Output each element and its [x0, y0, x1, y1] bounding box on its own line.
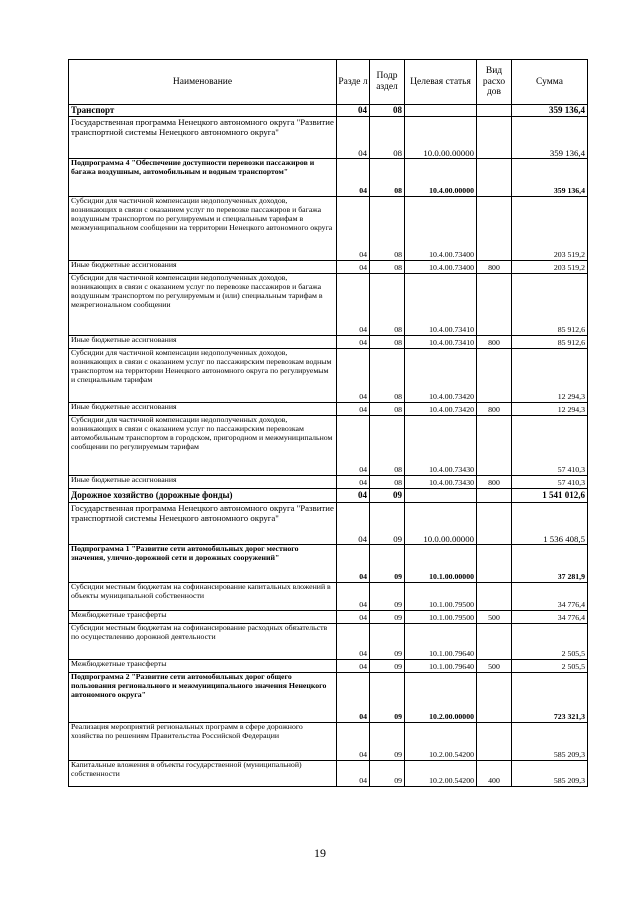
- row-expense-type: 800: [477, 476, 512, 489]
- table-row: [69, 197, 588, 261]
- row-expense-type: [477, 545, 512, 583]
- header-section: Разде л: [337, 60, 370, 105]
- row-section: 04: [337, 624, 370, 660]
- row-sum: 203 519,2: [512, 261, 588, 274]
- table-row: [69, 159, 588, 197]
- table-row: [69, 476, 588, 489]
- table-row: [69, 673, 588, 723]
- row-expense-type: [477, 349, 512, 403]
- row-expense-type: [477, 105, 512, 117]
- header-name: Наименование: [69, 60, 337, 105]
- row-sum: 359 136,4: [512, 159, 588, 197]
- table-row: [69, 489, 588, 503]
- row-expense-type: [477, 197, 512, 261]
- row-expense-type: [477, 416, 512, 476]
- table-row: [69, 611, 588, 624]
- table-row: [69, 403, 588, 416]
- table-row: [69, 723, 588, 761]
- table-row: [69, 583, 588, 611]
- row-target: [405, 489, 477, 503]
- row-subsection: 08: [370, 336, 405, 349]
- row-target: 10.4.00.73420: [405, 403, 477, 416]
- row-name: Подпрограмма 4 "Обеспечение доступности перевозки пассажиров и багажа воздушным, автомобильным и водным транспортом": [69, 159, 337, 197]
- row-subsection: 08: [370, 349, 405, 403]
- row-target: 10.4.00.73420: [405, 349, 477, 403]
- row-subsection: 09: [370, 624, 405, 660]
- row-section: 04: [337, 476, 370, 489]
- row-subsection: 08: [370, 403, 405, 416]
- row-section: 04: [337, 545, 370, 583]
- row-target: 10.4.00.73400: [405, 261, 477, 274]
- row-subsection: 08: [370, 476, 405, 489]
- row-subsection: 09: [370, 761, 405, 787]
- row-subsection: 08: [370, 197, 405, 261]
- row-expense-type: [477, 673, 512, 723]
- row-name: Субсидии для частичной компенсации недополученных доходов, возникающих в связи с оказанием услуг по перевозке пассажиров и багажа воздушным транспортом по регулируемым и (или) специальным тарифам в межрегиональном сообщении: [69, 274, 337, 336]
- row-section: 04: [337, 660, 370, 673]
- row-target: 10.2.00.00000: [405, 673, 477, 723]
- table-row: [69, 105, 588, 117]
- row-section: 04: [337, 489, 370, 503]
- row-sum: 57 410,3: [512, 416, 588, 476]
- row-target: 10.1.00.79640: [405, 660, 477, 673]
- row-expense-type: 500: [477, 660, 512, 673]
- row-target: 10.2.00.54200: [405, 723, 477, 761]
- row-subsection: 09: [370, 503, 405, 545]
- row-expense-type: [477, 583, 512, 611]
- row-target: 10.4.00.73430: [405, 476, 477, 489]
- row-sum: 359 136,4: [512, 105, 588, 117]
- header-target: Целевая статья: [405, 60, 477, 105]
- row-sum: 85 912,6: [512, 274, 588, 336]
- row-sum: 723 321,3: [512, 673, 588, 723]
- row-target: 10.1.00.00000: [405, 545, 477, 583]
- row-expense-type: [477, 503, 512, 545]
- row-section: 04: [337, 349, 370, 403]
- row-subsection: 09: [370, 673, 405, 723]
- row-name: Дорожное хозяйство (дорожные фонды): [69, 489, 337, 503]
- row-name: Межбюджетные трансферты: [69, 660, 337, 673]
- row-expense-type: [477, 159, 512, 197]
- row-target: 10.4.00.00000: [405, 159, 477, 197]
- row-subsection: 09: [370, 723, 405, 761]
- row-target: 10.4.00.73430: [405, 416, 477, 476]
- row-name: Иные бюджетные ассигнования: [69, 476, 337, 489]
- table-row: [69, 349, 588, 403]
- row-sum: 359 136,4: [512, 117, 588, 159]
- row-sum: 1 536 408,5: [512, 503, 588, 545]
- row-name: Субсидии местным бюджетам на софинансирование расходных обязательств по осуществлению дорожной деятельности: [69, 624, 337, 660]
- row-name: Межбюджетные трансферты: [69, 611, 337, 624]
- row-subsection: 08: [370, 416, 405, 476]
- row-target: 10.4.00.73400: [405, 197, 477, 261]
- header-expense-type: Вид расхо дов: [477, 60, 512, 105]
- row-target: 10.1.00.79500: [405, 611, 477, 624]
- table-row: [69, 117, 588, 159]
- row-sum: 12 294,3: [512, 403, 588, 416]
- row-target: 10.0.00.00000: [405, 503, 477, 545]
- table-row: [69, 274, 588, 336]
- row-target: 10.1.00.79500: [405, 583, 477, 611]
- row-name: Государственная программа Ненецкого автономного округа "Развитие транспортной системы Ненецкого автономного округа": [69, 503, 337, 545]
- row-section: 04: [337, 503, 370, 545]
- row-sum: 37 281,9: [512, 545, 588, 583]
- row-subsection: 08: [370, 261, 405, 274]
- budget-table: [68, 59, 588, 787]
- row-name: Иные бюджетные ассигнования: [69, 403, 337, 416]
- row-subsection: 08: [370, 117, 405, 159]
- row-name: Транспорт: [69, 105, 337, 117]
- row-name: Субсидии местным бюджетам на софинансирование капитальных вложений в объекты муниципальной собственности: [69, 583, 337, 611]
- row-target: 10.0.00.00000: [405, 117, 477, 159]
- table-header-row: [69, 60, 588, 105]
- header-subsection: Подр аздел: [370, 60, 405, 105]
- row-expense-type: [477, 723, 512, 761]
- row-subsection: 09: [370, 660, 405, 673]
- row-subsection: 09: [370, 545, 405, 583]
- row-sum: 57 410,3: [512, 476, 588, 489]
- row-expense-type: 800: [477, 336, 512, 349]
- row-name: Капитальные вложения в объекты государственной (муниципальной) собственности: [69, 761, 337, 787]
- row-target: [405, 105, 477, 117]
- table-row: [69, 660, 588, 673]
- row-name: Государственная программа Ненецкого автономного округа "Развитие транспортной системы Ненецкого автономного округа": [69, 117, 337, 159]
- row-subsection: 08: [370, 159, 405, 197]
- table-row: [69, 416, 588, 476]
- row-name: Подпрограмма 2 "Развитие сети автомобильных дорог общего пользования регионального и межмуниципального значения Ненецкого автономного округа": [69, 673, 337, 723]
- row-name: Субсидии для частичной компенсации недополученных доходов, возникающих в связи с оказанием услуг по перевозке пассажиров и багажа воздушным транспортом по регулируемым и специальным тарифам в межмуниципальном сообщении на территории Ненецкого автономного округа: [69, 197, 337, 261]
- row-expense-type: [477, 117, 512, 159]
- row-section: 04: [337, 673, 370, 723]
- row-section: 04: [337, 261, 370, 274]
- row-sum: 203 519,2: [512, 197, 588, 261]
- row-expense-type: 800: [477, 261, 512, 274]
- row-subsection: 09: [370, 611, 405, 624]
- row-name: Иные бюджетные ассигнования: [69, 336, 337, 349]
- table-row: [69, 336, 588, 349]
- row-sum: 2 505,5: [512, 660, 588, 673]
- row-expense-type: 400: [477, 761, 512, 787]
- table-row: [69, 503, 588, 545]
- row-section: 04: [337, 274, 370, 336]
- row-expense-type: 500: [477, 611, 512, 624]
- row-sum: 1 541 012,6: [512, 489, 588, 503]
- row-subsection: 09: [370, 583, 405, 611]
- row-subsection: 09: [370, 489, 405, 503]
- row-expense-type: 800: [477, 403, 512, 416]
- row-target: 10.1.00.79640: [405, 624, 477, 660]
- row-target: 10.4.00.73410: [405, 336, 477, 349]
- row-expense-type: [477, 274, 512, 336]
- row-section: 04: [337, 197, 370, 261]
- row-name: Реализация мероприятий региональных программ в сфере дорожного хозяйства по решениям Правительства Российской Федерации: [69, 723, 337, 761]
- row-target: 10.4.00.73410: [405, 274, 477, 336]
- row-sum: 34 776,4: [512, 611, 588, 624]
- row-name: Иные бюджетные ассигнования: [69, 261, 337, 274]
- row-subsection: 08: [370, 105, 405, 117]
- row-expense-type: [477, 624, 512, 660]
- row-section: 04: [337, 723, 370, 761]
- row-section: 04: [337, 611, 370, 624]
- row-section: 04: [337, 403, 370, 416]
- row-section: 04: [337, 105, 370, 117]
- row-sum: 585 209,3: [512, 723, 588, 761]
- table-row: [69, 761, 588, 787]
- row-sum: 85 912,6: [512, 336, 588, 349]
- row-target: 10.2.00.54200: [405, 761, 477, 787]
- row-section: 04: [337, 336, 370, 349]
- row-subsection: 08: [370, 274, 405, 336]
- row-expense-type: [477, 489, 512, 503]
- row-sum: 2 505,5: [512, 624, 588, 660]
- table-row: [69, 261, 588, 274]
- row-sum: 34 776,4: [512, 583, 588, 611]
- row-section: 04: [337, 117, 370, 159]
- page-number: 19: [314, 846, 326, 860]
- row-section: 04: [337, 416, 370, 476]
- table-row: [69, 545, 588, 583]
- header-sum: Сумма: [512, 60, 588, 105]
- row-sum: 585 209,3: [512, 761, 588, 787]
- table-row: [69, 624, 588, 660]
- row-section: 04: [337, 159, 370, 197]
- row-name: Субсидии для частичной компенсации недополученных доходов, возникающих в связи с оказанием услуг по пассажирским перевозкам автомобильным транспортом в городском, пригородном и межмуниципальном сообщении по регулируемым тарифам: [69, 416, 337, 476]
- row-name: Субсидии для частичной компенсации недополученных доходов, возникающих в связи с оказанием услуг по пассажирским перевозкам водным транспортом на территории Ненецкого автономного округа по регулируемым и специальным тарифам: [69, 349, 337, 403]
- row-section: 04: [337, 761, 370, 787]
- row-name: Подпрограмма 1 "Развитие сети автомобильных дорог местного значения, улично-дорожной сети и дорожных сооружений": [69, 545, 337, 583]
- row-sum: 12 294,3: [512, 349, 588, 403]
- row-section: 04: [337, 583, 370, 611]
